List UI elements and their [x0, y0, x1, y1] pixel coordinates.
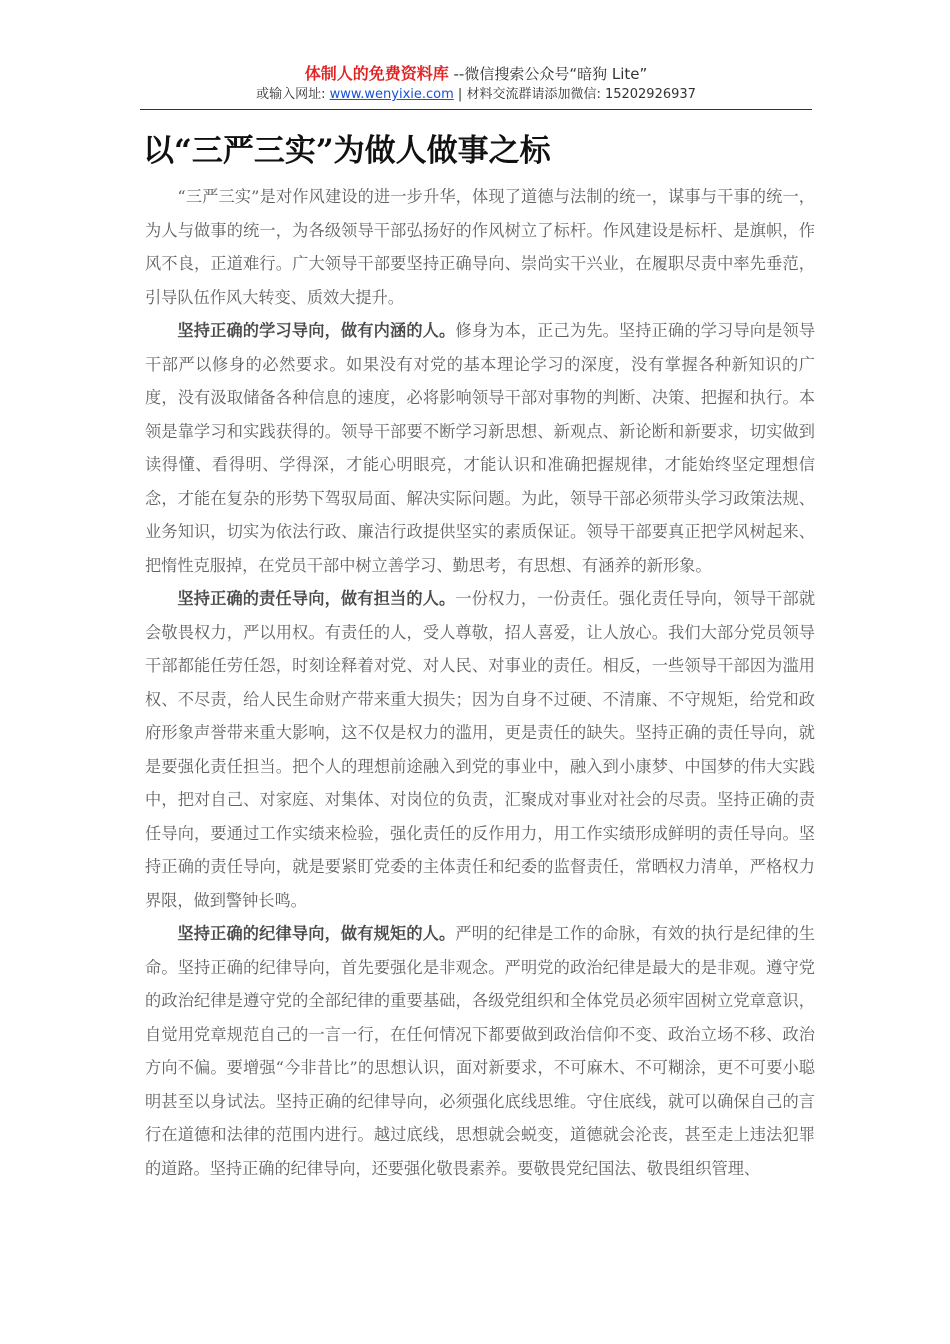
header-line-1: [140, 64, 812, 84]
paragraph-text: 严明的纪律是工作的命脉，有效的执行是纪律的生命。坚持正确的纪律导向，首先要强化是非观念。严明党的政治纪律是最大的是非观。遵守党的政治纪律是遵守党的全部纪律的重要基础，各级党组织和全体党员必须牢固树立党章意识，自觉用党章规范自己的一言一行，在任何情况下都要做到政治信仰不变、政治立场不移、政治方向不偏。要增强“今非昔比”的思想认识，面对新要求，不可麻木、不可糊涂，更不可要小聪明甚至以身试法。坚持正确的纪律导向，必须强化底线思维。守住底线，就可以确保自己的言行在道德和法律的范围内进行。越过底线，思想就会蜕变，道德就会沦丧，甚至走上违法犯罪的道路。坚持正确的纪律导向，还要强化敬畏素养。要敬畏党纪国法、敬畏组织管理、: [145, 924, 816, 1178]
url-prefix: 或输入网址:: [256, 87, 330, 102]
paragraph-discipline: [145, 917, 815, 1185]
document-header: [140, 64, 812, 104]
paragraph-learning: [145, 314, 815, 582]
header-subtitle: --微信搜索公众号“暗狗 Lite”: [448, 65, 648, 83]
paragraph-responsibility: [145, 582, 815, 917]
paragraph-text: 修身为本，正己为先。坚持正确的学习导向是领导干部严以修身的必然要求。如果没有对党的基本理论学习的深度，没有掌握各种新知识的广度，没有汲取储备各种信息的速度，必将影响领导干部对事物的判断、决策、把握和执行。本领是靠学习和实践获得的。领导干部要不断学习新思想、新观点、新论断和新要求，切实做到读得懂、看得明、学得深，才能心明眼亮，才能认识和准确把握规律，才能始终坚定理想信念，才能在复杂的形势下驾驭局面、解决实际问题。为此，领导干部必须带头学习政策法规、业务知识，切实为依法行政、廉洁行政提供坚实的素质保证。领导干部要真正把学风树起来、把惰性克服掉，在党员干部中树立善学习、勤思考，有思想、有涵养的新形象。: [145, 321, 816, 575]
paragraph-lead: 坚持正确的纪律导向，做有规矩的人。: [177, 924, 456, 943]
brand-name: 体制人的免费资料库: [304, 64, 449, 83]
document-body: [145, 180, 815, 1185]
header-divider: [140, 109, 812, 110]
paragraph-lead: 坚持正确的学习导向，做有内涵的人。: [177, 321, 456, 340]
website-link[interactable]: www.wenyixie.com: [329, 87, 454, 102]
header-line-2: [140, 86, 812, 104]
paragraph-text: “三严三实”是对作风建设的进一步升华，体现了道德与法制的统一，谋事与干事的统一，为人与做事的统一，为各级领导干部弘扬好的作风树立了标杆。作风建设是标杆、是旗帜，作风不良，正道难行。广大领导干部要坚持正确导向、崇尚实干兴业，在履职尽责中率先垂范，引导队伍作风大转变、质效大提升。: [145, 187, 815, 307]
document-title: 以“三严三实”为做人做事之标: [143, 133, 551, 169]
paragraph-text: 一份权力，一份责任。强化责任导向，领导干部就会敬畏权力，严以用权。有责任的人，受人尊敬，招人喜爱，让人放心。我们大部分党员领导干部都能任劳任怨，时刻诠释着对党、对人民、对事业的责任。相反，一些领导干部因为滥用权、不尽责，给人民生命财产带来重大损失；因为自身不过硬、不清廉、不守规矩，给党和政府形象声誉带来重大影响，这不仅是权力的滥用，更是责任的缺失。坚持正确的责任导向，就是要强化责任担当。把个人的理想前途融入到党的事业中，融入到小康梦、中国梦的伟大实践中，把对自己、对家庭、对集体、对岗位的负责，汇聚成对事业对社会的尽责。坚持正确的责任导向，要通过工作实绩来检验，强化责任的反作用力，用工作实绩形成鲜明的责任导向。坚持正确的责任导向，就是要紧盯党委的主体责任和纪委的监督责任，常晒权力清单，严格权力界限，做到警钟长鸣。: [145, 589, 816, 910]
paragraph-intro: [145, 180, 815, 314]
paragraph-lead: 坚持正确的责任导向，做有担当的人。: [177, 589, 456, 608]
contact-info: | 材料交流群请添加微信: 15202926937: [453, 87, 696, 102]
